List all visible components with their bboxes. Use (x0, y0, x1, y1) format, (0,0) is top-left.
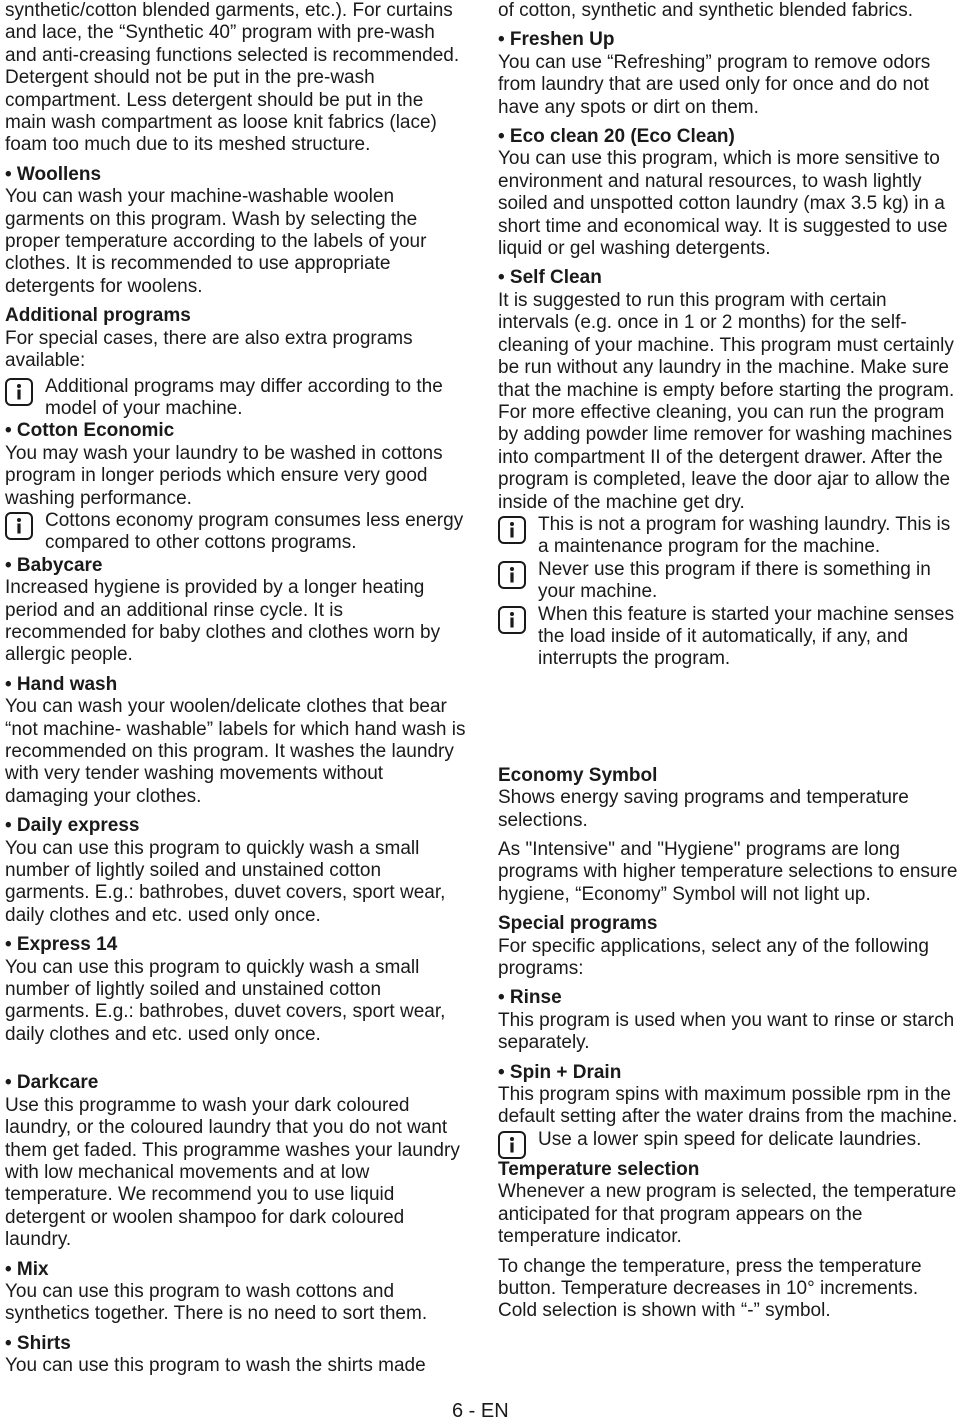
woollens-heading: • Woollens (5, 163, 102, 185)
shirts-text: You can use this program to wash the shirts made (5, 1355, 426, 1377)
additional-programs-text: For special cases, there are also extra programs available: (5, 327, 413, 372)
mix-heading: • Mix (5, 1258, 49, 1280)
info-note (498, 514, 958, 559)
info-icon (5, 512, 33, 540)
spin-drain-heading: • Spin + Drain (498, 1061, 622, 1083)
shirts-heading: • Shirts (5, 1332, 71, 1354)
cotton-economic-text: You may wash your laundry to be washed in cottons program in longer periods which ensure very good washing performance. (5, 442, 443, 509)
additional-programs-heading: Additional programs (5, 305, 191, 327)
spin-drain-text: This program spins with maximum possible rpm in the default setting after the water drains from the machine. (498, 1084, 958, 1128)
info-note-text: Use a lower spin speed for delicate laundries. (538, 1128, 922, 1150)
daily-express-heading: • Daily express (5, 815, 140, 837)
woollens-text: You can wash your machine-washable woolen garments on this program. Wash by selecting the proper temperature according to the labels of your clothes. It is recommended to use appropriate detergents for woolens. (5, 186, 427, 297)
hand-wash-text: You can wash your woolen/delicate clothes that bear “not machine- washable” labels for which hand wash is recommended on this program. It washes the laundry with very tender washing movements without damaging your clothes. (5, 696, 466, 807)
info-note-text: Additional programs may differ according to the model of your machine. (45, 375, 443, 419)
rinse-heading: • Rinse (498, 987, 562, 1009)
mix-text: You can use this program to wash cottons and synthetics together. There is no need to sort them. (5, 1280, 428, 1325)
right-column (498, 0, 958, 1323)
rinse-text: This program is used when you want to rinse or starch separately. (498, 1009, 955, 1054)
intro-paragraph: synthetic/cotton blended garments, etc.). For curtains and lace, the “Synthetic 40” program with pre-wash and anti-creasing functions selected is recommended. Detergent should not be put in the pre-wash compartment. Less detergent should be put in the main wash compartment as loose knit fabrics (lace) foam too much due to its meshed structure. (5, 0, 460, 156)
info-icon (498, 516, 526, 544)
temperature-selection-text: To change the temperature, press the temperature button. Temperature decreases in 10° increments. Cold selection is shown with “-” symbol. (498, 1255, 922, 1322)
express-14-heading: • Express 14 (5, 934, 118, 956)
info-note (498, 559, 958, 604)
left-column (5, 0, 467, 1378)
daily-express-text: You can use this program to quickly wash a small number of lightly soiled and unstained cotton garments. E.g.: bathrobes, duvet covers, sport wear, daily clothes and etc. used only once. (5, 837, 446, 926)
info-note (498, 604, 958, 671)
info-note-text: This is not a program for washing laundry. This is a maintenance program for the machine. (538, 513, 951, 558)
temperature-selection-heading: Temperature selection (498, 1158, 700, 1180)
economy-symbol-text: As "Intensive" and "Hygiene" programs are long programs with higher temperature selections to ensure hygiene, “Economy” Symbol will not light up. (498, 839, 958, 905)
info-icon (498, 606, 526, 634)
info-icon (5, 378, 33, 406)
info-note-text: Cottons economy program consumes less energy compared to other cottons programs. (45, 509, 464, 554)
economy-symbol-text: Shows energy saving programs and temperature selections. (498, 787, 909, 831)
express-14-text: You can use this program to quickly wash a small number of lightly soiled and unstained cotton garments. E.g.: bathrobes, duvet covers, sport wear, daily clothes and etc. used only once. (5, 956, 446, 1045)
babycare-text: Increased hygiene is provided by a longer heating period and an additional rinse cycle. It is recommended for baby clothes and clothes worn by allergic people. (5, 577, 441, 666)
info-note (5, 376, 467, 421)
info-note-text: When this feature is started your machine senses the load inside of it automatically, if any, and interrupts the program. (538, 603, 955, 670)
temperature-selection-text: Whenever a new program is selected, the temperature anticipated for that program appears on the temperature indicator. (498, 1181, 957, 1248)
eco-clean-heading: • Eco clean 20 (Eco Clean) (498, 126, 735, 148)
economy-symbol-heading: Economy Symbol (498, 764, 658, 786)
info-icon (498, 561, 526, 589)
page-number: 6 - EN (452, 1400, 509, 1422)
info-note (5, 510, 467, 555)
darkcare-heading: • Darkcare (5, 1072, 99, 1094)
self-clean-heading: • Self Clean (498, 267, 602, 289)
special-programs-text: For specific applications, select any of the following programs: (498, 935, 929, 980)
babycare-heading: • Babycare (5, 554, 103, 576)
freshen-up-text: You can use “Refreshing” program to remove odors from laundry that are used only for once and do not have any spots or dirt on them. (498, 51, 931, 118)
intro-paragraph: of cotton, synthetic and synthetic blended fabrics. (498, 0, 914, 21)
cotton-economic-heading: • Cotton Economic (5, 420, 175, 442)
info-icon (498, 1131, 526, 1159)
info-note (498, 1129, 958, 1159)
darkcare-text: Use this programme to wash your dark coloured laundry, or the coloured laundry that you do not want them get faded. This programme washes your laundry with low mechanical movements and at low temperature. We recommend you to use liquid detergent or woolen shampoo for dark coloured laundry. (5, 1094, 460, 1251)
info-note-text: Never use this program if there is something in your machine. (538, 558, 931, 603)
hand-wash-heading: • Hand wash (5, 673, 118, 695)
special-programs-heading: Special programs (498, 913, 658, 935)
eco-clean-text: You can use this program, which is more sensitive to environment and natural resources, to wash lightly soiled and unspotted cotton laundry (max 3.5 kg) in a short time and economical way. It is suggested to use liquid or gel washing detergents. (498, 148, 948, 260)
freshen-up-heading: • Freshen Up (498, 29, 615, 51)
self-clean-text: It is suggested to run this program with certain intervals (e.g. once in 1 or 2 months) for the self-cleaning of your machine. This program must certainly be run without any laundry in the machine. Make sure that the machine is empty before starting the program. For more effective cleaning, you can run the program by adding powder lime remover for washing machines into compartment II of the detergent drawer. After the program is completed, leave the door ajar to allow the inside of the machine get dry. (498, 289, 955, 513)
